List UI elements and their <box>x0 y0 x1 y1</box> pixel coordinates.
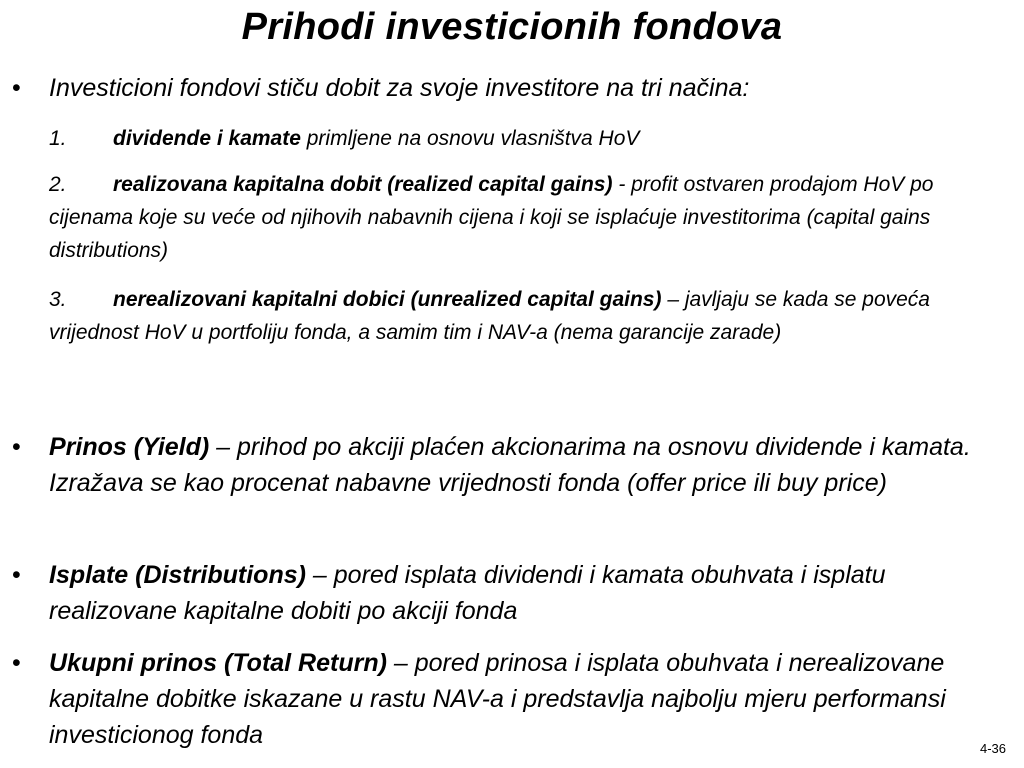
intro-text: Investicioni fondovi stiču dobit za svoje investitore na tri načina: <box>49 74 750 102</box>
way-description: - profit ostvaren prodajom HoV po cijenama koje su veće od njihovih nabavnih cijena i koji se isplaćuje investitorima (capital gains distributions) <box>49 173 934 262</box>
definition-term: Ukupni prinos (Total Return) <box>49 649 387 677</box>
way-description: primljene na osnovu vlasništva HoV <box>300 127 640 150</box>
way-item-2 <box>49 168 1011 267</box>
way-term: dividende i kamate <box>113 127 301 150</box>
definition-term: Prinos (Yield) <box>49 433 210 461</box>
definition-description: – pored isplata dividendi i kamata obuhvata i isplatu realizovane kapitalne dobiti po akciji fonda <box>49 561 886 625</box>
way-number: 3. <box>49 288 67 311</box>
bullet-symbol: • <box>12 74 21 102</box>
way-term: realizovana kapitalna dobit (realized capital gains) <box>113 173 613 196</box>
slide-title: Prihodi investicionih fondova <box>241 6 783 48</box>
definition-description: – prihod po akciji plaćen akcionarima na osnovu dividende i kamata. Izražava se kao procenat nabavne vrijednosti fonda (offer price ili buy price) <box>49 433 971 497</box>
bullet-symbol: • <box>12 561 21 589</box>
way-number: 1. <box>49 127 67 150</box>
way-item-3 <box>49 283 1011 349</box>
bullet-symbol: • <box>12 649 21 677</box>
way-number: 2. <box>49 173 67 196</box>
slide-number: 4-36 <box>979 741 1006 756</box>
way-term: nerealizovani kapitalni dobici (unrealized capital gains) <box>113 288 662 311</box>
way-item-1 <box>49 122 1011 155</box>
definition-term: Isplate (Distributions) <box>49 561 306 589</box>
definition-description: – pored prinosa i isplata obuhvata i nerealizovane kapitalne dobitke iskazane u rastu NAV-a i predstavlja najbolju mjeru performansi investicionog fonda <box>49 649 946 749</box>
bullet-symbol: • <box>12 433 21 461</box>
way-description: – javljaju se kada se poveća vrijednost HoV u portfoliju fonda, a samim tim i NAV-a (nema garancije zarade) <box>49 288 930 344</box>
